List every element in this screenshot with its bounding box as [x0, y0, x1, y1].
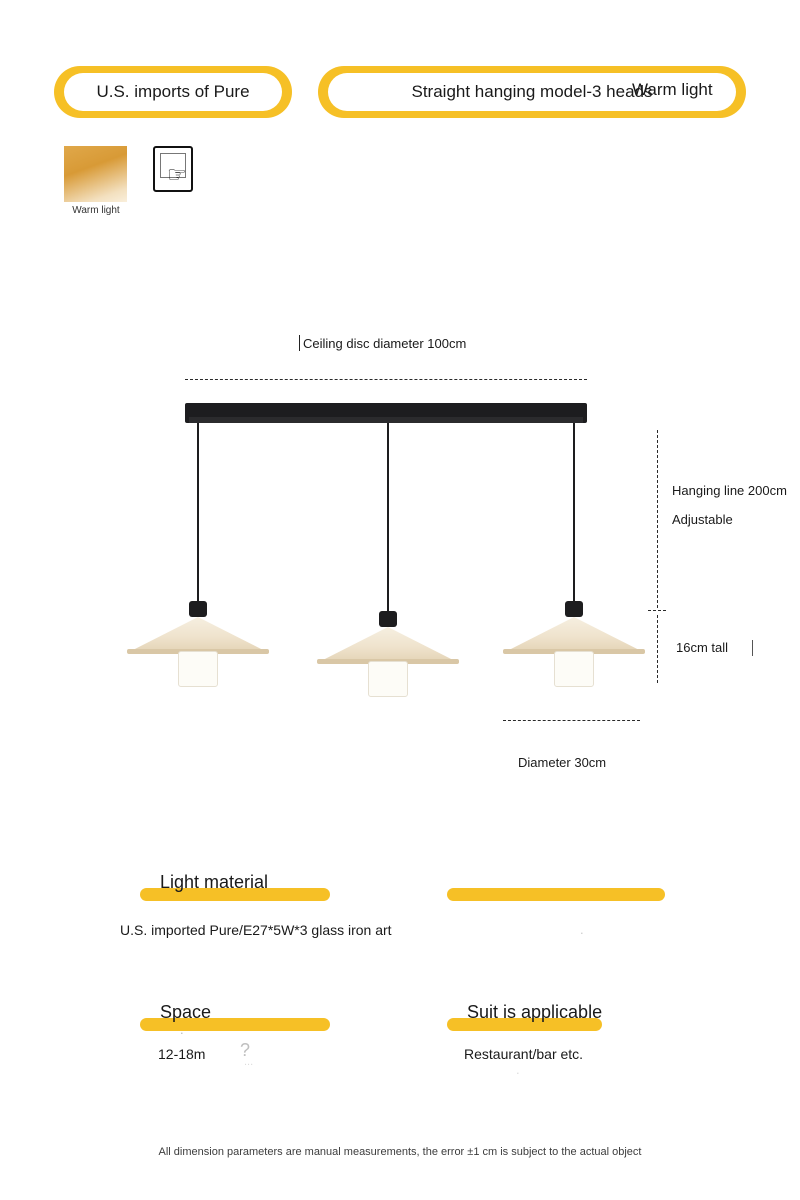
hanging-wire	[197, 423, 199, 603]
faint-mark: .	[580, 922, 584, 937]
section-heading-light-material	[140, 872, 330, 902]
overlay-warm-light-label: Warm light	[632, 80, 713, 99]
suit-applicable-text: Restaurant/bar etc.	[464, 1046, 584, 1062]
lamp-bulb	[368, 661, 408, 697]
hanging-wire	[387, 423, 389, 613]
lamp-shade	[317, 627, 459, 663]
section-heading-space	[140, 1002, 330, 1032]
light-material-text: U.S. imported Pure/E27*5W*3 glass iron art	[120, 922, 392, 938]
measurement-disclaimer: All dimension parameters are manual measurements, the error ±1 cm is subject to the actual object	[158, 1146, 642, 1158]
faint-mark: ...	[244, 1056, 254, 1068]
faint-mark: ?	[240, 1040, 251, 1060]
hanging-wire	[573, 423, 575, 603]
space-text: 12-18m	[158, 1046, 206, 1062]
shade-height-label: 16cm tall	[676, 640, 729, 655]
badge-origin-label: U.S. imports of Pure	[96, 82, 250, 101]
faint-mark: .	[516, 1062, 520, 1077]
swatch-row	[64, 146, 193, 216]
shade-diameter-dashed-line	[503, 720, 640, 721]
dimension-tick	[752, 640, 753, 656]
shade-height-dimension	[657, 615, 658, 683]
pointing-hand-icon: ☞	[167, 162, 187, 187]
section-heading-suit-applicable	[447, 1002, 603, 1032]
faint-mark: .	[180, 1022, 184, 1037]
lamp-shade	[503, 617, 645, 653]
badge-model-label: Straight hanging model-3 heads	[411, 82, 653, 101]
shade-diameter-label: Diameter 30cm	[518, 755, 607, 770]
heading-underline-bar	[447, 888, 665, 901]
lamp-shade	[127, 617, 269, 653]
hanging-line-dimension	[657, 430, 658, 608]
dimension-tick	[648, 610, 666, 611]
lamp-socket	[379, 611, 397, 627]
section-title: Suit is applicable	[467, 1002, 603, 1022]
hanging-line-label: Hanging line 200cm	[672, 483, 787, 498]
lamp-socket	[189, 601, 207, 617]
section-heading-secondary	[447, 888, 665, 902]
ceiling-disc-label: Ceiling disc diameter 100cm	[303, 336, 467, 351]
badge-origin-inner	[64, 73, 282, 111]
cursor-selection-box[interactable]	[153, 146, 193, 192]
section-title: Light material	[160, 872, 269, 892]
ceiling-width-dashed-line	[185, 379, 587, 380]
lamp-bulb	[178, 651, 218, 687]
badge-origin	[54, 66, 292, 118]
section-title: Space	[160, 1002, 212, 1022]
ceiling-mount-bar	[185, 403, 587, 423]
warm-light-swatch[interactable]	[64, 146, 127, 216]
warm-light-swatch-caption: Warm light	[48, 202, 144, 224]
adjustable-label: Adjustable	[672, 512, 733, 527]
lamp-bulb	[554, 651, 594, 687]
dimension-diagram	[0, 300, 800, 800]
lamp-socket	[565, 601, 583, 617]
